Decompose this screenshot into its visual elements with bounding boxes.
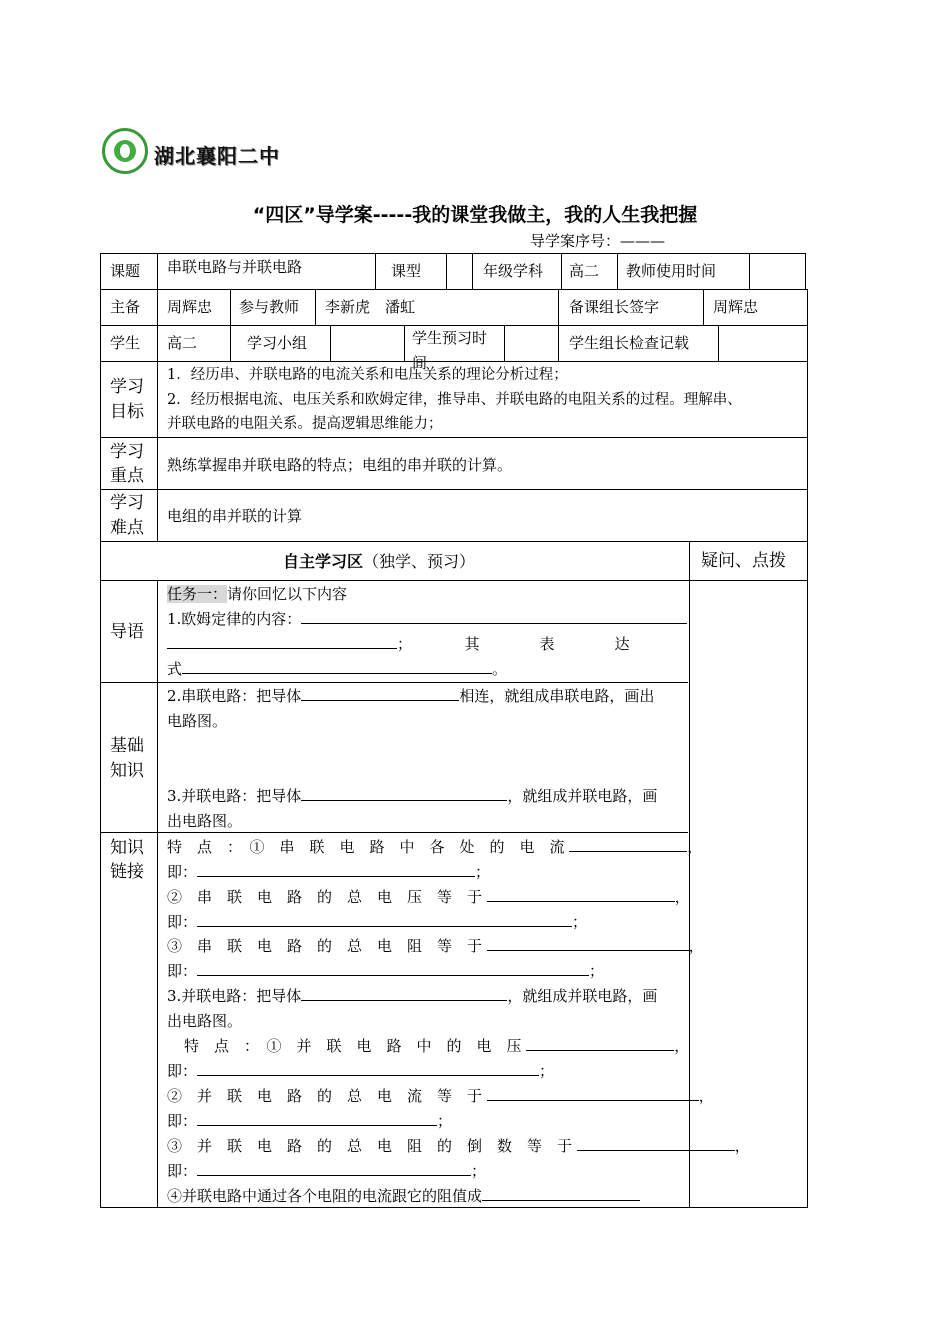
answer-blank[interactable]	[197, 1109, 437, 1126]
topic-label: 课题	[110, 262, 141, 280]
parallel-circuit-line-b: 3.并联电路：把导体 ，就组成并联电路，画	[167, 984, 657, 1009]
intro-label: 导语	[110, 622, 144, 642]
parallel-feature-3: ③ 并 联 电 路 的 总 电 阻 的 倒 数 等 于 ，	[167, 1134, 750, 1159]
key-label-1: 学习	[110, 442, 144, 462]
lead-label: 主备	[110, 298, 141, 316]
topic-value: 串联电路与并联电路	[167, 258, 303, 276]
group-leader-sign-value: 周辉忠	[713, 298, 759, 316]
participants-label: 参与教师	[239, 298, 300, 316]
parallel-feature-2-ji: 即： ；	[167, 1109, 452, 1134]
answer-blank[interactable]	[569, 835, 687, 852]
answer-blank[interactable]	[487, 934, 689, 951]
answer-blank[interactable]	[487, 1084, 699, 1101]
goal-line-3: 并联电路的电阻关系。提高逻辑思维能力；	[167, 416, 443, 432]
answer-blank[interactable]	[197, 1159, 471, 1176]
answer-blank[interactable]	[301, 607, 687, 624]
answer-blank[interactable]	[301, 684, 459, 701]
parallel-feature-3-ji: 即： ；	[167, 1159, 486, 1184]
school-logo	[102, 128, 302, 178]
series-circuit-line: 2.串联电路：把导体 相连，就组成串联电路，画出	[167, 684, 654, 709]
section-title: 自主学习区	[283, 552, 364, 571]
grade-subject-label: 年级学科	[483, 262, 544, 280]
participants-value: 李新虎 潘虹	[325, 298, 416, 316]
page-title: “四区”导学案-----我的课堂我做主，我的人生我把握	[252, 204, 698, 226]
parallel-feature-1: 特 点 ： ① 并 联 电 路 中 的 电 压 ，	[184, 1034, 689, 1059]
ohm-law-line-3: 式 。	[167, 657, 507, 682]
answer-blank[interactable]	[182, 657, 492, 674]
answer-blank[interactable]	[197, 1059, 539, 1076]
task-title: 任务一：	[167, 585, 228, 603]
answer-blank[interactable]	[167, 632, 397, 649]
series-circuit-line-2: 电路图。	[167, 712, 228, 730]
series-feature-2-ji: 即： ；	[167, 910, 587, 935]
difficulty-label-2: 难点	[110, 518, 144, 538]
answer-blank[interactable]	[301, 784, 507, 801]
teacher-time-label: 教师使用时间	[626, 262, 717, 280]
answer-blank[interactable]	[301, 984, 507, 1001]
answer-blank[interactable]	[197, 910, 572, 927]
task-text: 请你回忆以下内容	[227, 585, 348, 603]
basic-label-2: 知识	[110, 761, 144, 781]
answer-blank[interactable]	[197, 959, 589, 976]
answer-blank[interactable]	[487, 885, 675, 902]
goal-line-2: 2．经历根据电流、电压关系和欧姆定律，推导串、并联电路的电阻关系的过程。理解串、	[167, 392, 742, 408]
key-label-2: 重点	[110, 466, 144, 486]
serial-number: 导学案序号：———	[530, 232, 666, 250]
preview-time-label: 学生预习时间	[412, 329, 488, 372]
ohm-law-line-2: ； 其 表 达	[167, 632, 630, 657]
series-feature-3-ji: 即： ；	[167, 959, 604, 984]
group-leader-sign-label: 备课组长签字	[569, 298, 660, 316]
lesson-type-label: 课型	[391, 262, 422, 280]
series-feature-2: ② 串 联 电 路 的 总 电 压 等 于 ，	[167, 885, 690, 910]
student-value: 高二	[167, 334, 198, 352]
parallel-feature-4: ④并联电路中通过各个电阻的电流跟它的阻值成	[167, 1184, 640, 1209]
link-label-2: 链接	[110, 862, 144, 882]
group-check-label: 学生组长检查记载	[569, 334, 690, 352]
goals-label-1: 学习	[110, 377, 144, 397]
difficulty-text: 电组的串并联的计算	[167, 507, 303, 525]
ohm-law-line: 1.欧姆定律的内容：	[167, 607, 687, 632]
section-subtitle: （独学、预习）	[363, 552, 476, 571]
goal-line-1: 1．经历串、并联电路的电流关系和电压关系的理论分析过程；	[167, 367, 568, 383]
task-line	[167, 582, 347, 607]
section-header	[283, 549, 475, 574]
basic-label-1: 基础	[110, 736, 144, 756]
school-emblem-icon	[102, 128, 148, 174]
grade-value: 高二	[569, 262, 600, 280]
parallel-feature-2: ② 并 联 电 路 的 总 电 流 等 于 ，	[167, 1084, 714, 1109]
link-label-1: 知识	[110, 838, 144, 858]
series-feature-1-ji: 即： ；	[167, 860, 490, 885]
answer-blank[interactable]	[526, 1034, 674, 1051]
parallel-feature-1-ji: 即： ；	[167, 1059, 554, 1084]
parallel-circuit-line-2: 出电路图。	[167, 812, 243, 830]
answer-blank[interactable]	[482, 1184, 640, 1201]
key-text: 熟练掌握串并联电路的特点；电组的串并联的计算。	[167, 456, 513, 474]
study-group-label: 学习小组	[247, 334, 308, 352]
series-feature-1: 特 点 ： ① 串 联 电 路 中 各 处 的 电 流 ，	[167, 835, 702, 860]
student-label: 学生	[110, 334, 141, 352]
parallel-circuit-line: 3.并联电路：把导体 ，就组成并联电路，画	[167, 784, 657, 809]
answer-blank[interactable]	[197, 860, 475, 877]
parallel-circuit-line-b2: 出电路图。	[167, 1012, 243, 1030]
side-column-title: 疑问、点拨	[701, 551, 786, 571]
goals-label-2: 目标	[110, 402, 144, 422]
answer-blank[interactable]	[577, 1134, 735, 1151]
lead-value: 周辉忠	[167, 298, 213, 316]
series-feature-3: ③ 串 联 电 路 的 总 电 阻 等 于 ，	[167, 934, 704, 959]
difficulty-label-1: 学习	[110, 493, 144, 513]
school-name: 湖北襄阳二中	[154, 144, 280, 168]
